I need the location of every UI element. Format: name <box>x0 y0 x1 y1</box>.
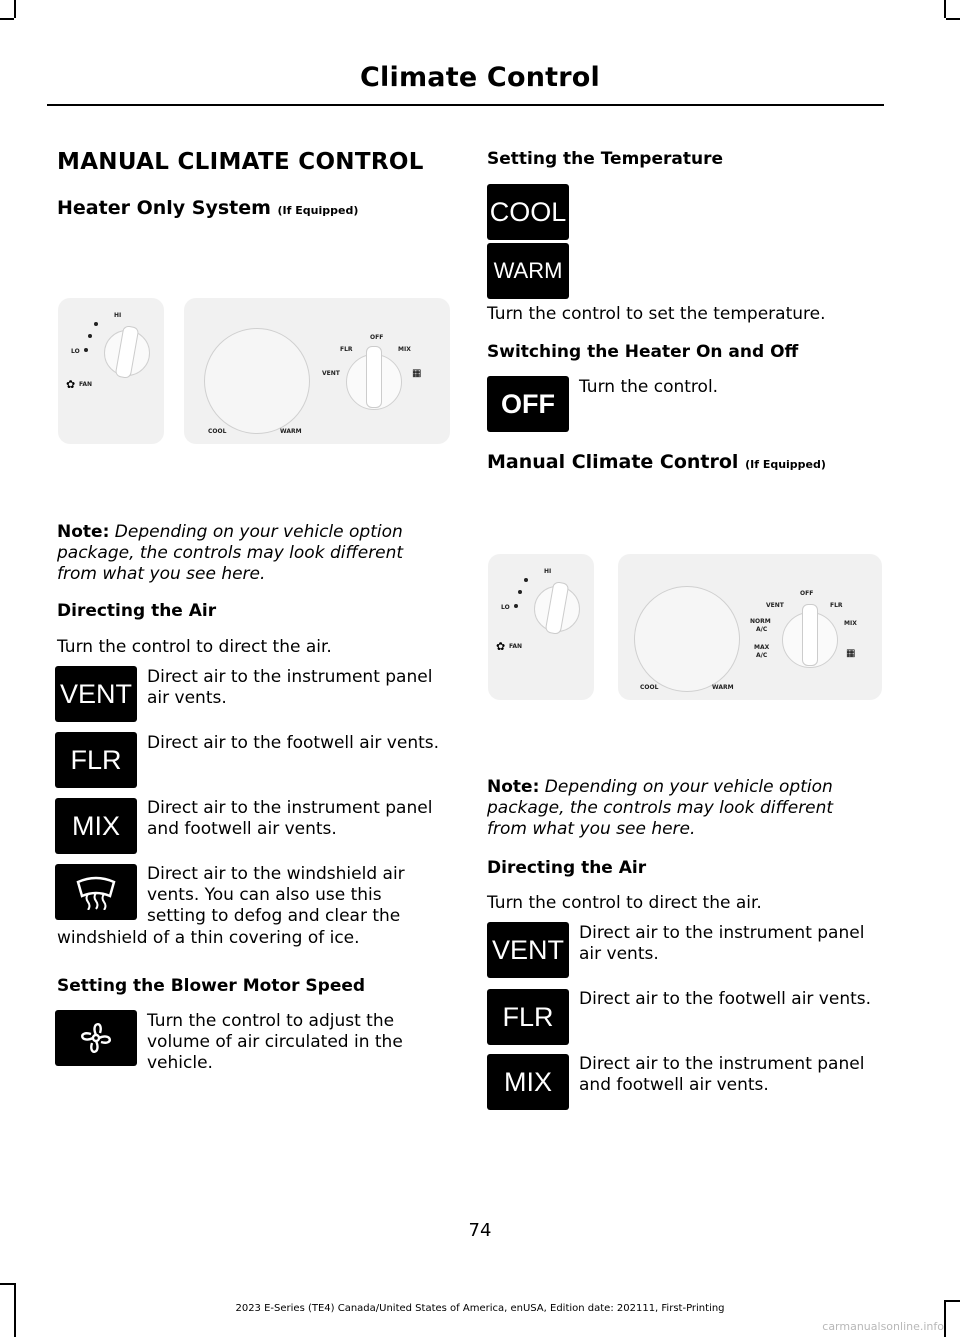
defrost-description: Direct air to the windshield air vents. You can also use this setting to defog and clear the <box>147 864 405 926</box>
temperature-knob <box>204 328 310 434</box>
off-icon: OFF <box>487 376 569 432</box>
defrost-icon: ▦ <box>412 368 422 379</box>
fan-icon: ✿ <box>66 378 76 391</box>
crop-mark <box>944 0 946 18</box>
label-norm: NORM <box>750 618 771 625</box>
floor-description: Direct air to the footwell air vents. <box>147 733 440 753</box>
mode-knob-pointer <box>366 346 382 408</box>
label-norm-ac: A/C <box>756 626 768 633</box>
subsection-heading <box>57 197 358 219</box>
label-flr: FLR <box>340 346 353 353</box>
temperature-knob <box>634 586 740 692</box>
label-flr: FLR <box>830 602 843 609</box>
label-lo: LO <box>71 348 80 355</box>
defrost-description-cont: windshield of a thin covering of ice. <box>57 928 360 948</box>
speed-dot <box>88 334 92 338</box>
fan-glyph <box>76 1018 116 1058</box>
floor-icon: FLR <box>55 732 137 788</box>
subsection-heading: Setting the Temperature <box>487 149 723 169</box>
fan-icon: ✿ <box>496 640 506 653</box>
subsection-heading: Switching the Heater On and Off <box>487 342 799 362</box>
label-lo: LO <box>501 604 510 611</box>
section-heading: MANUAL CLIMATE CONTROL <box>57 149 424 175</box>
page-number: 74 <box>468 1220 492 1241</box>
manual-climate-controls-illustration <box>488 554 884 702</box>
note-label: Note: <box>57 522 110 542</box>
heading-qualifier: (If Equipped) <box>745 458 826 471</box>
cool-icon: COOL <box>487 184 569 240</box>
defrost-icon <box>55 864 137 920</box>
mix-description: Direct air to the instrument panel and footwell air vents. <box>579 1054 865 1095</box>
label-hi: HI <box>544 568 552 575</box>
defrost-icon: ▦ <box>846 648 856 659</box>
label-cool: COOL <box>640 684 659 691</box>
subsection-heading: Directing the Air <box>487 858 647 878</box>
note-text: Depending on your vehicle option package, the controls may look different from what you see here. <box>487 777 834 839</box>
off-description: Turn the control. <box>579 377 719 397</box>
subsection-heading <box>487 451 826 473</box>
floor-icon: FLR <box>487 989 569 1045</box>
fan-icon <box>55 1010 137 1066</box>
heading-qualifier: (If Equipped) <box>277 204 359 217</box>
vent-description: Direct air to the instrument panel air vents. <box>579 923 865 964</box>
label-fan: FAN <box>79 381 93 388</box>
speed-dot <box>524 578 528 582</box>
label-off: OFF <box>800 590 814 597</box>
speed-dot <box>518 590 522 594</box>
fan-control-panel <box>488 554 594 700</box>
label-cool: COOL <box>208 428 227 435</box>
body-text: Turn the control to set the temperature. <box>487 304 826 324</box>
floor-description: Direct air to the footwell air vents. <box>579 989 872 1009</box>
mix-icon: MIX <box>55 798 137 854</box>
edition-line: 2023 E-Series (TE4) Canada/United States of America, enUSA, Edition date: 202111, First-Printing <box>235 1303 725 1314</box>
heater-controls-illustration <box>58 298 454 446</box>
label-warm: WARM <box>280 428 302 435</box>
subsection-heading: Setting the Blower Motor Speed <box>57 976 366 996</box>
warm-icon: WARM <box>487 243 569 299</box>
speed-dot <box>514 604 518 608</box>
blower-description: Turn the control to adjust the volume of air circulated in the vehicle. <box>147 1011 403 1073</box>
label-off: OFF <box>370 334 384 341</box>
label-warm: WARM <box>712 684 734 691</box>
label-fan: FAN <box>509 643 523 650</box>
label-max-ac: A/C <box>756 652 768 659</box>
note-paragraph <box>57 522 432 585</box>
windshield-defrost-glyph <box>74 874 118 910</box>
label-vent: VENT <box>766 602 784 609</box>
speed-dot <box>84 348 88 352</box>
label-vent: VENT <box>322 370 340 377</box>
label-mix: MIX <box>844 620 857 627</box>
fan-control-panel <box>58 298 164 444</box>
mode-knob-pointer <box>802 604 818 666</box>
label-max: MAX <box>754 644 770 651</box>
crop-mark <box>946 1300 960 1302</box>
note-label: Note: <box>487 777 540 797</box>
note-paragraph <box>487 777 862 840</box>
crop-mark <box>946 18 960 20</box>
vent-icon: VENT <box>55 666 137 722</box>
body-text: Turn the control to direct the air. <box>487 893 762 913</box>
watermark: carmanualsonline.info <box>822 1320 944 1333</box>
heading-text: Manual Climate Control <box>487 451 739 473</box>
heading-text: Heater Only System <box>57 197 271 219</box>
subsection-heading: Directing the Air <box>57 601 217 621</box>
label-mix: MIX <box>398 346 411 353</box>
label-hi: HI <box>114 312 122 319</box>
header-rule <box>47 104 884 106</box>
vent-icon: VENT <box>487 922 569 978</box>
note-text: Depending on your vehicle option package, the controls may look different from what you see here. <box>57 522 404 584</box>
crop-mark <box>0 18 14 20</box>
mix-icon: MIX <box>487 1054 569 1110</box>
crop-mark <box>0 1283 14 1285</box>
speed-dot <box>94 322 98 326</box>
crop-mark <box>14 0 16 18</box>
mix-description: Direct air to the instrument panel and footwell air vents. <box>147 798 433 839</box>
vent-description: Direct air to the instrument panel air vents. <box>147 667 433 708</box>
page-title: Climate Control <box>360 62 600 93</box>
body-text: Turn the control to direct the air. <box>57 637 332 657</box>
